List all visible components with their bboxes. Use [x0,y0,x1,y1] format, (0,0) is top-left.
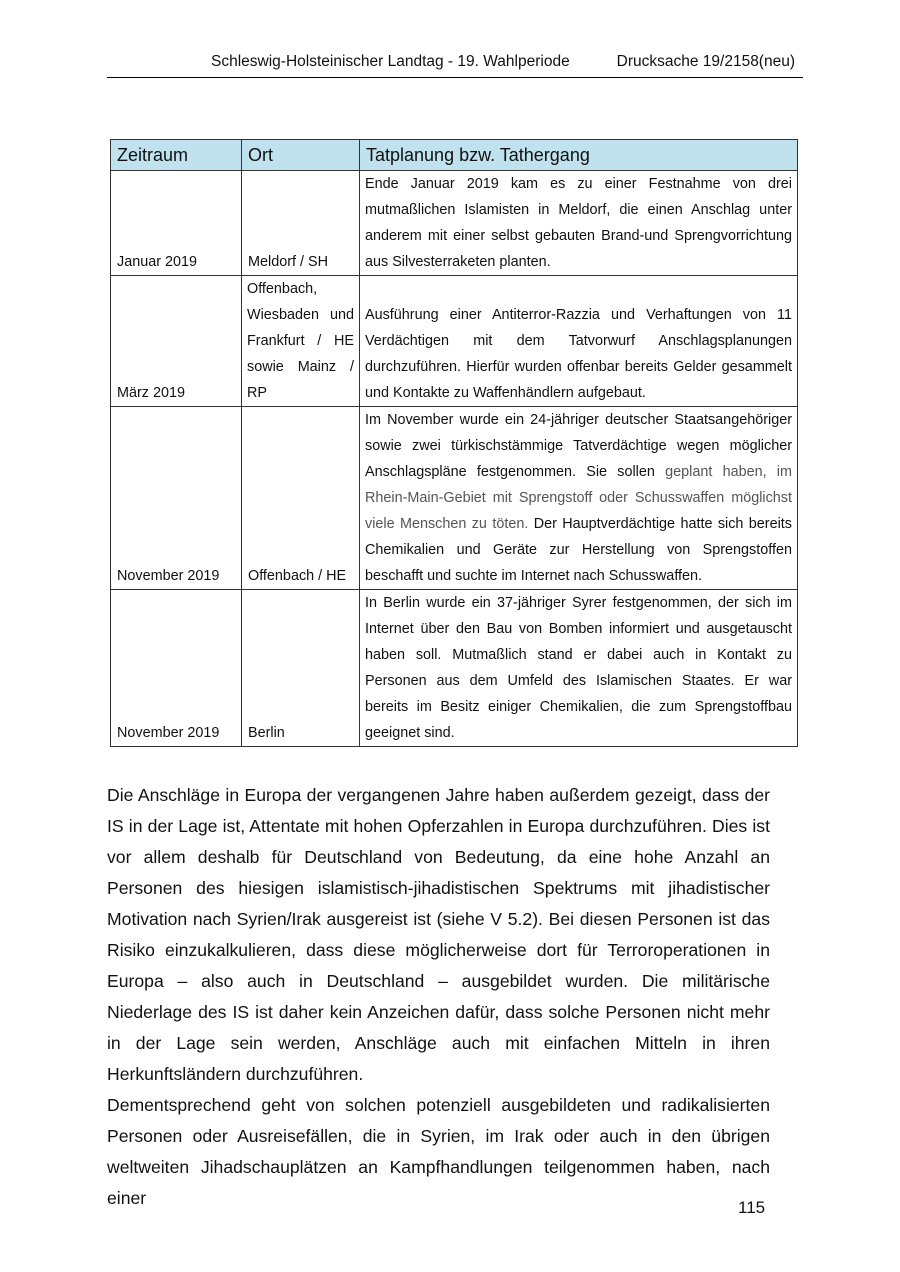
column-header-tatplanung: Tatplanung bzw. Tathergang [360,140,798,171]
column-header-zeitraum: Zeitraum [111,140,242,171]
cell-description [360,407,798,590]
description-part: Der Hauptverdächtige hatte sich bereits Chemikalien und Geräte zur Herstellung von Sprengstoffen beschafft und suchte im Internet nach Schusswaffen. [365,516,792,584]
cell-description: In Berlin wurde ein 37-jähriger Syrer festgenommen, der sich im Internet über den Bau von Bomben informiert und ausgetauscht haben soll. Mutmaßlich stand er dabei auch in Kontakt zu Personen aus dem Umfeld des Islamischen Staates. Er war bereits im Besitz einiger Chemikalien, die zum Sprengstoffbau geeignet sind. [360,590,798,747]
table-header-row [111,140,798,171]
document-number: Drucksache 19/2158(neu) [616,53,795,70]
cell-zeitraum: Januar 2019 [111,171,242,276]
cell-zeitraum: November 2019 [111,407,242,590]
table-row [111,590,798,747]
cell-ort: Meldorf / SH [242,171,360,276]
cell-ort: Offenbach, Wiesbaden und Frankfurt / HE sowie Mainz / RP [242,276,360,407]
cell-description: Ausführung einer Antiterror-Razzia und Verhaftungen von 11 Verdächtigen mit dem Tatvorwurf Anschlagsplanungen durchzuführen. Hierfür wurden offenbar bereits Gelder gesammelt und Kontakte zu Waffenhändlern aufgebaut. [360,276,798,407]
cell-zeitraum: November 2019 [111,590,242,747]
cell-ort: Berlin [242,590,360,747]
paragraph: Die Anschläge in Europa der vergangenen Jahre haben außerdem gezeigt, dass der IS in der Lage ist, Attentate mit hohen Opferzahlen in Europa durchzuführen. Dies ist vor allem deshalb für Deutschland von Bedeutung, da eine hohe Anzahl an Personen des hiesigen islamistisch-jihadistischen Spektrums mit jihadistischer Motivation nach Syrien/Irak ausgereist ist (siehe V 5.2). Bei diesen Personen ist das Risiko einzukalkulieren, dass diese möglicherweise dort für Terroroperationen in Europa – also auch in Deutschland – ausgebildet wurden. Die militärische Niederlage des IS ist daher kein Anzeichen dafür, dass solche Personen nicht mehr in der Lage sein werden, Anschläge auch mit einfachen Mitteln in ihren Herkunftsländern durchzuführen. [107,785,770,1084]
cell-ort: Offenbach / HE [242,407,360,590]
table-row [111,171,798,276]
page-number: 115 [738,1198,766,1217]
table-row [111,407,798,590]
body-text [107,780,770,1214]
cell-description: Ende Januar 2019 kam es zu einer Festnahme von drei mutmaßlichen Islamisten in Meldorf, die einen Anschlag unter anderem mit einer selbst gebauten Brand-und Sprengvorrichtung aus Silvesterraketen planten. [360,171,798,276]
table-row [111,276,798,407]
column-header-ort: Ort [242,140,360,171]
page-header [107,50,803,78]
description-part: Im November wurde ein 24-jähriger deutscher Staatsangehöriger sowie zwei türkischstämmige Tatverdächtige wegen möglicher Anschlagspläne festgenommen. Sie sollen [365,412,792,480]
incident-table [110,139,798,747]
cell-zeitraum: März 2019 [111,276,242,407]
description-highlight: geplant haben, im Rhein-Main-Gebiet mit Sprengstoff oder Schusswaffen möglichst viele Menschen zu töten. [365,464,792,532]
header-title: Schleswig-Holsteinischer Landtag - 19. Wahlperiode [211,53,570,70]
paragraph: Dementsprechend geht von solchen potenziell ausgebildeten und radikalisierten Personen oder Ausreisefällen, die in Syrien, im Irak oder auch in den übrigen weltweiten Jihadschauplätzen an Kampfhandlungen teilgenommen haben, nach einer [107,1095,770,1208]
